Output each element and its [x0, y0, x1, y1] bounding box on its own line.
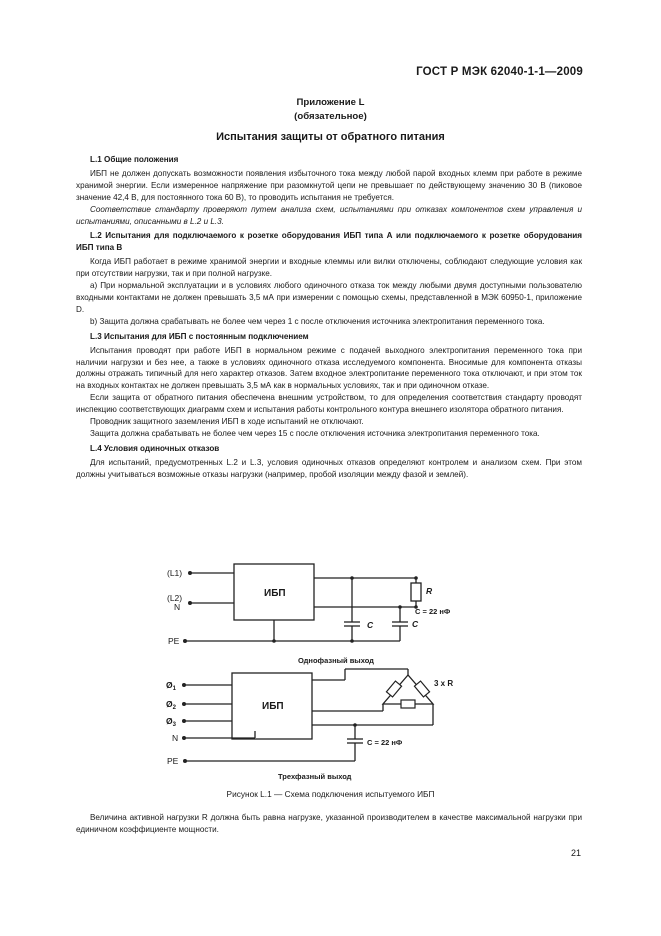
capacitor-label-2: C — [412, 619, 419, 629]
terminal-label-l2: (L2) — [167, 593, 183, 603]
annex-status: (обязательное) — [294, 111, 367, 122]
capacitor-label-1: C — [367, 620, 374, 630]
paragraph: Для испытаний, предусмотренных L.2 и L.3, условия одиночных отказов определяют контролем и анализом схем. При этом должны учитываться возможные отказы нагрузки (например, пробой изоляции между фазой и землей). — [76, 457, 582, 479]
circuit-figure — [0, 555, 661, 787]
paragraph: Испытания проводят при работе ИБП в нормальном режиме с подачей выходного электропитания переменного тока при наличии нагрузки и без нее, а также в условиях одиночного отказа исследуемого компонента. Вносимые для компонента отказы должны отражать типичный для него характер отказов. Затем входное электропитание переменного тока отключают, и при этом ток на входных контактах не должен превышать 3,5 мА как в нормальных условиях, так и при одиночном отказе. — [76, 345, 582, 391]
resistor-r — [411, 583, 421, 601]
list-item: a) При нормальной эксплуатации и в условиях любого одиночного отказа ток между любыми двумя доступными пользователю входными контактами не должен превышать 3,5 мА при измерении с помощью схемы, представленной в МЭК 60950-1, приложение D. — [76, 281, 582, 314]
paragraph: Если защита от обратного питания обеспечена внешним устройством, то для определения соответствия стандарту проводят инспекцию соответствующих диаграмм схем и испытания работы контрольного контура внешнего изолятора обратного питания. — [76, 393, 582, 415]
paragraph: ИБП не должен допускать возможности появления избыточного тока между любой парой входных клемм при работе в режиме хранимой энергии. Если измеренное напряжение при разомкнутой цепи не превышает по действующему значению 30 В (пиковое значение 42,4 В, для постоянного тока 60 В), то проводить испытания не требуется. — [76, 168, 582, 202]
terminal-label-n: N — [174, 602, 181, 612]
terminal-label-pe3: PE — [167, 756, 179, 766]
paragraph: Когда ИБП работает в режиме хранимой энергии и входные клеммы или вилки отключены, соблюдают следующие условия как при отсутствии нагрузки, так и при полной нагрузке. — [76, 257, 582, 279]
document-code: ГОСТ Р МЭК 62040-1-1—2009 — [416, 66, 583, 78]
phase-label-2: $Ø_2$ — [166, 699, 176, 711]
page-number: 21 — [570, 848, 581, 858]
resistor-label: R — [426, 586, 433, 596]
section-heading-l2: L.2 Испытания для подключаемого к розетке оборудования ИБП типа А или подключаемого к розетке оборудования ИБП типа В — [76, 231, 582, 253]
phase-label-1: $Ø_1$ — [166, 680, 176, 692]
caption-three-phase: Трехфазный выход — [278, 772, 352, 781]
terminal-label-l1: (L1) — [167, 568, 183, 578]
caption-single-phase: Однофазный выход — [298, 656, 374, 665]
load-label: 3 x R — [434, 679, 454, 688]
list-item: b) Защита должна срабатывать не более чем через 1 с после отключения источника электропитания переменного тока. — [90, 316, 545, 326]
capacitor-value-1: C = 22 нФ — [415, 607, 451, 616]
annex-title: Приложение L — [296, 97, 365, 108]
section-heading-l1: L.1 Общие положения — [90, 155, 179, 164]
page-title: Испытания защиты от обратного питания — [216, 131, 445, 143]
figure-caption: Рисунок L.1 — Схема подключения испытуемого ИБП — [226, 789, 435, 799]
phase-label-3: $Ø_3$ — [166, 716, 176, 728]
paragraph: Проводник защитного заземления ИБП в ходе испытаний не отключают. — [90, 417, 364, 427]
paragraph: Соответствие стандарту проверяют путем анализа схем, испытаниями при отказах компонентов схем управления и испытаниями, описанными в L.2 и L.3. — [76, 204, 582, 226]
terminal-label-n3: N — [172, 733, 179, 743]
ups-label-single: ИБП — [264, 588, 286, 599]
paragraph: Величина активной нагрузки R должна быть равна нагрузке, указанной производителем в качестве максимальной нагрузки при единичном коэффициенте мощности. — [76, 813, 582, 834]
text-body — [76, 151, 582, 481]
section-heading-l4: L.4 Условия одиночных отказов — [90, 443, 220, 453]
capacitor-value-3: C = 22 нФ — [367, 738, 403, 747]
terminal-label-pe: PE — [168, 636, 180, 646]
section-heading-l3: L.3 Испытания для ИБП с постоянным подключением — [90, 331, 309, 341]
closing-text — [76, 812, 582, 836]
paragraph: Защита должна срабатывать не более чем через 15 с после отключения источника электропитания переменного тока. — [90, 428, 540, 438]
annex-heading — [0, 96, 661, 124]
ups-label-three: ИБП — [262, 701, 284, 712]
